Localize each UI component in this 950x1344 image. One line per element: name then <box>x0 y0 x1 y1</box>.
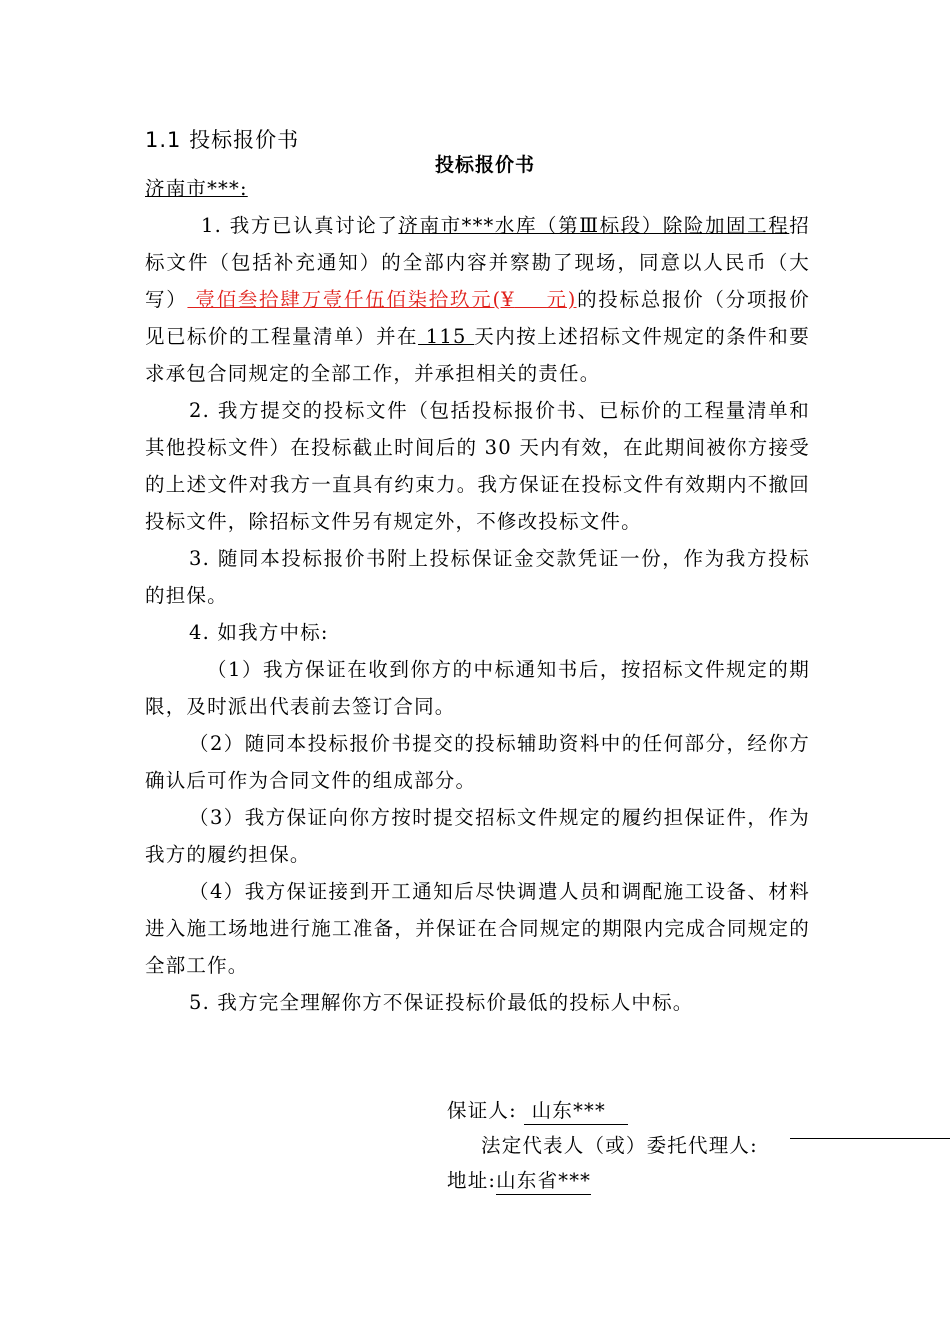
bid-amount: 壹佰叁拾肆万壹仟伍佰柒拾玖元(¥ <box>187 288 515 311</box>
document-title: 投标报价书 <box>434 154 535 176</box>
representative-label: 法定代表人（或）委托代理人: <box>481 1134 758 1157</box>
clause-1 <box>145 207 810 392</box>
section-heading: 1.1 投标报价书 <box>145 128 300 152</box>
clause-2: 2. 我方提交的投标文件（包括投标报价书、已标价的工程量清单和其他投标文件）在投标截止时间后的 30 天内有效，在此期间被你方接受的上述文件对我方一直具有约束力。我方保证在投标文件有效期内不撤回投标文件，除招标文件另有规定外，不修改投标文件。 <box>145 399 810 533</box>
clause-1-text-b: 的投标总报价（分项报价见已标价的工程量清单）并在 <box>145 288 810 348</box>
clause-1-text-c: 天内按上述招标文件规定的条件和要求承包合同规定的全部工作，并承担相关的责任。 <box>145 325 810 385</box>
clause-4-4: （4）我方保证接到开工通知后尽快调遣人员和调配施工设备、材料进入施工场地进行施工准备，并保证在合同规定的期限内完成合同规定的全部工作。 <box>145 880 810 977</box>
clause-3: 3. 随同本投标报价书附上投标保证金交款凭证一份，作为我方投标的担保。 <box>145 547 810 607</box>
bid-amount-unit: 元) <box>546 288 577 311</box>
address-value: 山东省*** <box>496 1168 591 1195</box>
clause-1-text-a: 招标文件（包括补充通知）的全部内容并察勘了现场，同意以人民币（大写） <box>145 214 810 311</box>
bid-amount-blank <box>515 288 547 311</box>
clause-4-1: （1）我方保证在收到你方的中标通知书后，按招标文件规定的期限，及时派出代表前去签订合同。 <box>145 658 810 718</box>
clause-1-number: 1. 我方已认真讨论了 <box>201 214 399 237</box>
guarantor-label: 保证人: <box>447 1099 517 1122</box>
addressee-text: 济南市***: <box>145 177 248 200</box>
project-name: 济南市***水库（第Ⅲ标段）除险加固工程 <box>398 214 790 237</box>
clause-4-2: （2）随同本投标报价书提交的投标辅助资料中的任何部分，经你方确认后可作为合同文件的组成部分。 <box>145 732 810 792</box>
duration-days: 115 <box>418 325 475 348</box>
representative-signature-blank <box>790 1138 950 1139</box>
clause-4-3: （3）我方保证向你方按时提交招标文件规定的履约担保证件，作为我方的履约担保。 <box>145 806 810 866</box>
clause-4: 4. 如我方中标: <box>189 621 329 644</box>
document-body <box>145 170 810 1021</box>
address-line <box>447 1163 591 1198</box>
addressee <box>145 170 810 207</box>
clause-5: 5. 我方完全理解你方不保证投标价最低的投标人中标。 <box>189 991 694 1014</box>
representative-line <box>481 1128 758 1163</box>
guarantor-value: 山东*** <box>524 1098 628 1125</box>
guarantor-line <box>447 1093 628 1128</box>
address-label: 地址: <box>447 1169 497 1192</box>
